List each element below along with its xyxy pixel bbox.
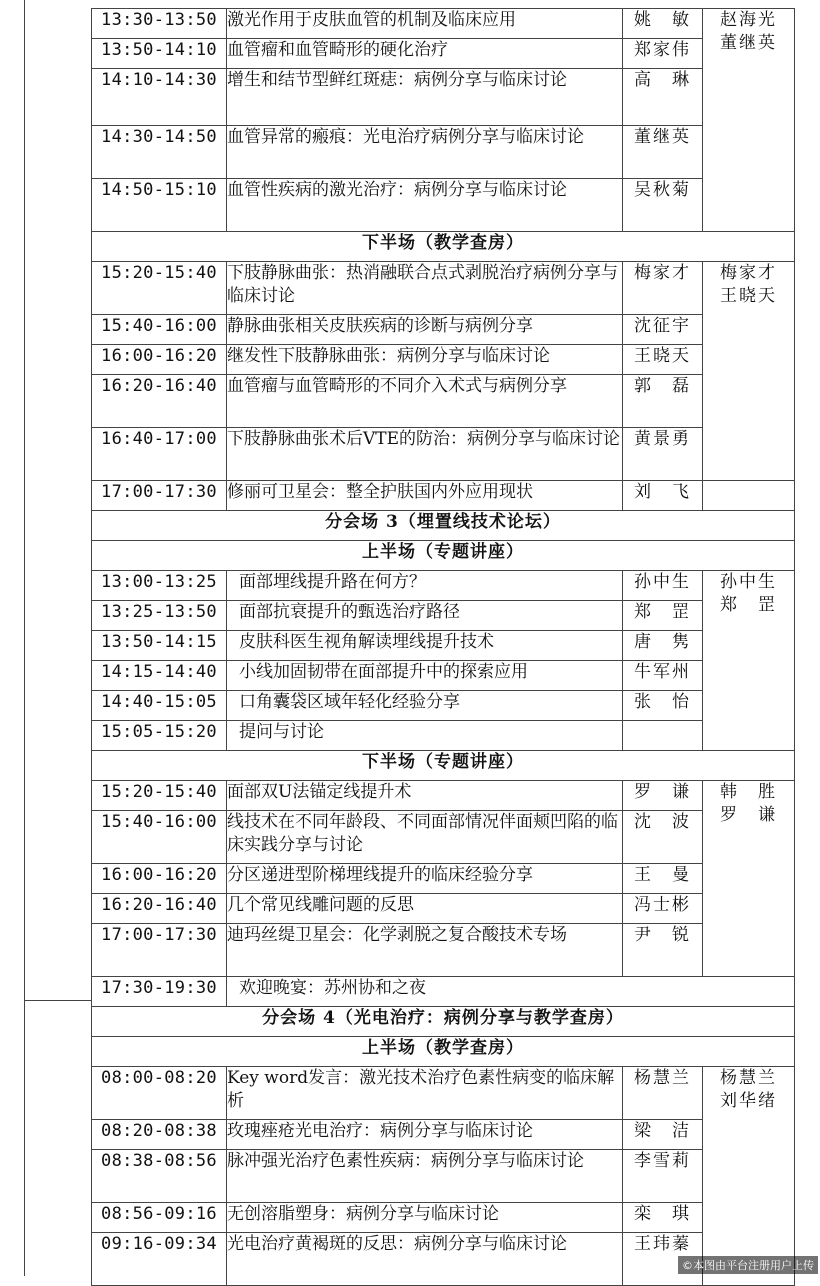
speaker-cell: 姚 敏 xyxy=(623,9,703,39)
topic-cell: 皮肤科医生视角解读埋线提升技术 xyxy=(227,631,623,661)
speaker-cell: 牛军州 xyxy=(623,661,703,691)
topic-cell: 修丽可卫星会：整全护肤国内外应用现状 xyxy=(227,481,623,511)
time-cell: 08:56-09:16 xyxy=(92,1203,227,1233)
table-row xyxy=(92,691,795,721)
table-row xyxy=(92,345,795,375)
topic-cell: 脉冲强光治疗色素性疾病：病例分享与临床讨论 xyxy=(227,1150,623,1203)
topic-cell: 线技术在不同年龄段、不同面部情况伴面颊凹陷的临床实践分享与讨论 xyxy=(227,811,623,864)
chair-name: 韩 胜 xyxy=(720,782,777,802)
speaker-cell: 黄景勇 xyxy=(623,428,703,481)
table-row xyxy=(92,481,795,511)
table-row xyxy=(92,721,795,751)
topic-cell: 激光作用于皮肤血管的机制及临床应用 xyxy=(227,9,623,39)
table-row xyxy=(92,894,795,924)
time-cell: 16:20-16:40 xyxy=(92,894,227,924)
section-header: 上半场（专题讲座） xyxy=(92,541,795,571)
speaker-cell: 李雪莉 xyxy=(623,1150,703,1203)
speaker-cell: 刘 飞 xyxy=(623,481,703,511)
section-header-row xyxy=(92,232,795,262)
watermark-text: ©本图由平台注册用户上传 xyxy=(678,1256,818,1274)
speaker-cell: 冯士彬 xyxy=(623,894,703,924)
speaker-cell: 郑家伟 xyxy=(623,39,703,69)
left-margin-line-lower xyxy=(24,1000,25,1276)
time-cell: 17:00-17:30 xyxy=(92,481,227,511)
table-row xyxy=(92,781,795,811)
speaker-cell: 唐 隽 xyxy=(623,631,703,661)
topic-cell: 提问与讨论 xyxy=(227,721,623,751)
speaker-cell: 吴秋菊 xyxy=(623,179,703,232)
section-header-row xyxy=(92,751,795,781)
topic-cell: 下肢静脉曲张：热消融联合点式剥脱治疗病例分享与临床讨论 xyxy=(227,262,623,315)
time-cell: 15:40-16:00 xyxy=(92,315,227,345)
speaker-cell: 王玮蓁 xyxy=(623,1233,703,1286)
chair-name: 罗 谦 xyxy=(720,805,777,825)
session-title: 分会场 3（埋置线技术论坛） xyxy=(92,511,795,541)
time-cell: 09:16-09:34 xyxy=(92,1233,227,1286)
topic-cell: 迪玛丝缇卫星会：化学剥脱之复合酸技术专场 xyxy=(227,924,623,977)
time-cell: 16:00-16:20 xyxy=(92,864,227,894)
topic-cell: 血管异常的瘢痕：光电治疗病例分享与临床讨论 xyxy=(227,126,623,179)
time-cell: 13:30-13:50 xyxy=(92,9,227,39)
table-row xyxy=(92,924,795,977)
chair-name: 杨慧兰 xyxy=(720,1068,777,1088)
topic-cell: 欢迎晚宴：苏州协和之夜 xyxy=(227,977,795,1007)
topic-cell: 静脉曲张相关皮肤疾病的诊断与病例分享 xyxy=(227,315,623,345)
topic-cell: 面部抗衰提升的甄选治疗路径 xyxy=(227,601,623,631)
speaker-cell: 孙中生 xyxy=(623,571,703,601)
chair-name: 赵海光 xyxy=(720,10,777,30)
topic-cell: 面部埋线提升路在何方？ xyxy=(227,571,623,601)
table-row xyxy=(92,1120,795,1150)
topic-cell: 玫瑰痤疮光电治疗：病例分享与临床讨论 xyxy=(227,1120,623,1150)
topic-cell: 分区递进型阶梯埋线提升的临床经验分享 xyxy=(227,864,623,894)
table-row xyxy=(92,1067,795,1120)
speaker-cell: 高 琳 xyxy=(623,69,703,126)
time-cell: 17:00-17:30 xyxy=(92,924,227,977)
topic-cell: 光电治疗黄褐斑的反思：病例分享与临床讨论 xyxy=(227,1233,623,1286)
chair-cell xyxy=(703,9,795,232)
table-row xyxy=(92,601,795,631)
chair-name: 董继英 xyxy=(720,33,777,53)
session-title-row xyxy=(92,1007,795,1037)
table-row xyxy=(92,179,795,232)
table-row xyxy=(92,977,795,1007)
session-title: 分会场 4（光电治疗：病例分享与教学查房） xyxy=(92,1007,795,1037)
chair-cell xyxy=(703,571,795,751)
section-header-row xyxy=(92,1037,795,1067)
time-cell: 13:50-14:10 xyxy=(92,39,227,69)
speaker-cell: 郑 罡 xyxy=(623,601,703,631)
time-cell: 08:38-08:56 xyxy=(92,1150,227,1203)
table-row xyxy=(92,262,795,315)
topic-cell: 血管性疾病的激光治疗：病例分享与临床讨论 xyxy=(227,179,623,232)
chair-name: 王晓天 xyxy=(720,286,777,306)
table-row xyxy=(92,315,795,345)
speaker-cell: 张 怡 xyxy=(623,691,703,721)
chair-name: 郑 罡 xyxy=(720,595,777,615)
time-cell: 15:40-16:00 xyxy=(92,811,227,864)
time-cell: 14:10-14:30 xyxy=(92,69,227,126)
time-cell: 15:20-15:40 xyxy=(92,262,227,315)
table-row xyxy=(92,126,795,179)
time-cell: 16:40-17:00 xyxy=(92,428,227,481)
session-title-row xyxy=(92,511,795,541)
time-cell: 14:40-15:05 xyxy=(92,691,227,721)
time-cell: 15:20-15:40 xyxy=(92,781,227,811)
topic-cell: 小线加固韧带在面部提升中的探索应用 xyxy=(227,661,623,691)
table-row xyxy=(92,9,795,39)
speaker-cell: 栾 琪 xyxy=(623,1203,703,1233)
table-row xyxy=(92,428,795,481)
section-header: 上半场（教学查房） xyxy=(92,1037,795,1067)
time-cell: 17:30-19:30 xyxy=(92,977,227,1007)
time-cell: 14:50-15:10 xyxy=(92,179,227,232)
speaker-cell: 杨慧兰 xyxy=(623,1067,703,1120)
table-row xyxy=(92,571,795,601)
time-cell: 15:05-15:20 xyxy=(92,721,227,751)
topic-cell: 几个常见线雕问题的反思 xyxy=(227,894,623,924)
time-cell: 13:50-14:15 xyxy=(92,631,227,661)
speaker-cell: 梅家才 xyxy=(623,262,703,315)
time-cell: 16:20-16:40 xyxy=(92,375,227,428)
speaker-cell: 郭 磊 xyxy=(623,375,703,428)
speaker-cell: 王 曼 xyxy=(623,864,703,894)
table-row xyxy=(92,39,795,69)
left-margin-line-upper xyxy=(24,0,25,1000)
time-cell: 14:30-14:50 xyxy=(92,126,227,179)
table-row xyxy=(92,69,795,126)
chair-cell xyxy=(703,781,795,977)
speaker-cell: 沈征宇 xyxy=(623,315,703,345)
speaker-cell: 沈 波 xyxy=(623,811,703,864)
schedule-table xyxy=(91,8,795,1286)
section-header: 下半场（教学查房） xyxy=(92,232,795,262)
table-row xyxy=(92,864,795,894)
chair-name: 刘华绪 xyxy=(720,1091,777,1111)
speaker-cell: 尹 锐 xyxy=(623,924,703,977)
table-row xyxy=(92,631,795,661)
chair-name: 孙中生 xyxy=(720,572,777,592)
speaker-cell: 董继英 xyxy=(623,126,703,179)
time-cell: 08:00-08:20 xyxy=(92,1067,227,1120)
topic-cell: 继发性下肢静脉曲张：病例分享与临床讨论 xyxy=(227,345,623,375)
section-header: 下半场（专题讲座） xyxy=(92,751,795,781)
time-cell: 16:00-16:20 xyxy=(92,345,227,375)
speaker-cell: 王晓天 xyxy=(623,345,703,375)
left-day-divider xyxy=(24,1000,92,1001)
chair-cell xyxy=(703,262,795,481)
table-row xyxy=(92,661,795,691)
topic-cell: Key word发言：激光技术治疗色素性病变的临床解析 xyxy=(227,1067,623,1120)
topic-cell: 面部双U法锚定线提升术 xyxy=(227,781,623,811)
speaker-cell: 梁 洁 xyxy=(623,1120,703,1150)
table-row xyxy=(92,375,795,428)
time-cell: 08:20-08:38 xyxy=(92,1120,227,1150)
time-cell: 14:15-14:40 xyxy=(92,661,227,691)
topic-cell: 血管瘤和血管畸形的硬化治疗 xyxy=(227,39,623,69)
topic-cell: 血管瘤与血管畸形的不同介入术式与病例分享 xyxy=(227,375,623,428)
chair-name: 梅家才 xyxy=(720,263,777,283)
time-cell: 13:25-13:50 xyxy=(92,601,227,631)
section-header-row xyxy=(92,541,795,571)
topic-cell: 无创溶脂塑身：病例分享与临床讨论 xyxy=(227,1203,623,1233)
time-cell: 13:00-13:25 xyxy=(92,571,227,601)
table-row xyxy=(92,1203,795,1233)
topic-cell: 增生和结节型鲜红斑痣：病例分享与临床讨论 xyxy=(227,69,623,126)
table-row xyxy=(92,1150,795,1203)
topic-cell: 下肢静脉曲张术后VTE的防治：病例分享与临床讨论 xyxy=(227,428,623,481)
chair-cell xyxy=(703,1067,795,1286)
speaker-cell xyxy=(623,721,703,751)
topic-cell: 口角囊袋区域年轻化经验分享 xyxy=(227,691,623,721)
empty-chair-cell xyxy=(703,481,795,511)
speaker-cell: 罗 谦 xyxy=(623,781,703,811)
table-row xyxy=(92,811,795,864)
